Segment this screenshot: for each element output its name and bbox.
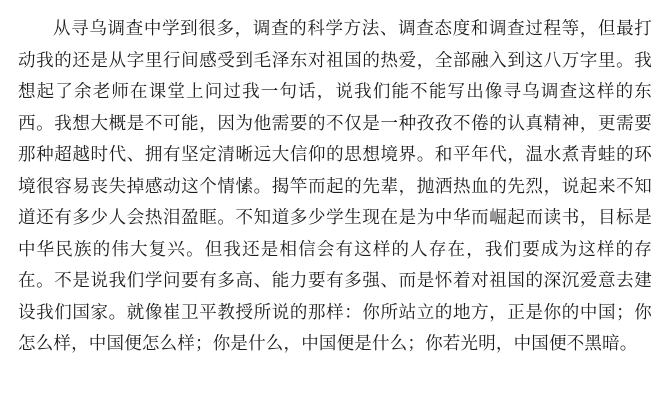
paragraph: 从寻乌调查中学到很多，调查的科学方法、调查态度和调查过程等，但最打动我的还是从字里行间感受到毛泽东对祖国的热爱，全部融入到这八万字里。我想起了余老师在课堂上问过我一句话，说我们能不能写出像寻乌调查这样的东西。我想大概是不可能，因为他需要的不仅是一种孜孜不倦的认真精神，更需要那种超越时代、拥有坚定清晰远大信仰的思想境界。和平年代，温水煮青蛙的环境很容易丧失掉感动这个情愫。揭竿而起的先辈，抛洒热血的先烈，说起来不知道还有多少人会热泪盈眶。不知道多少学生现在是为中华而崛起而读书，目标是中华民族的伟大复兴。但我还是相信会有这样的人存在，我们要成为这样的存在。不是说我们学问要有多高、能力要有多强、而是怀着对祖国的深沉爱意去建设我们国家。就像崔卫平教授所说的那样：你所站立的地方，正是你的中国；你怎么样，中国便怎么样；你是什么，中国便是什么；你若光明，中国便不黑暗。 <box>18 19 652 354</box>
article-body <box>18 14 652 361</box>
